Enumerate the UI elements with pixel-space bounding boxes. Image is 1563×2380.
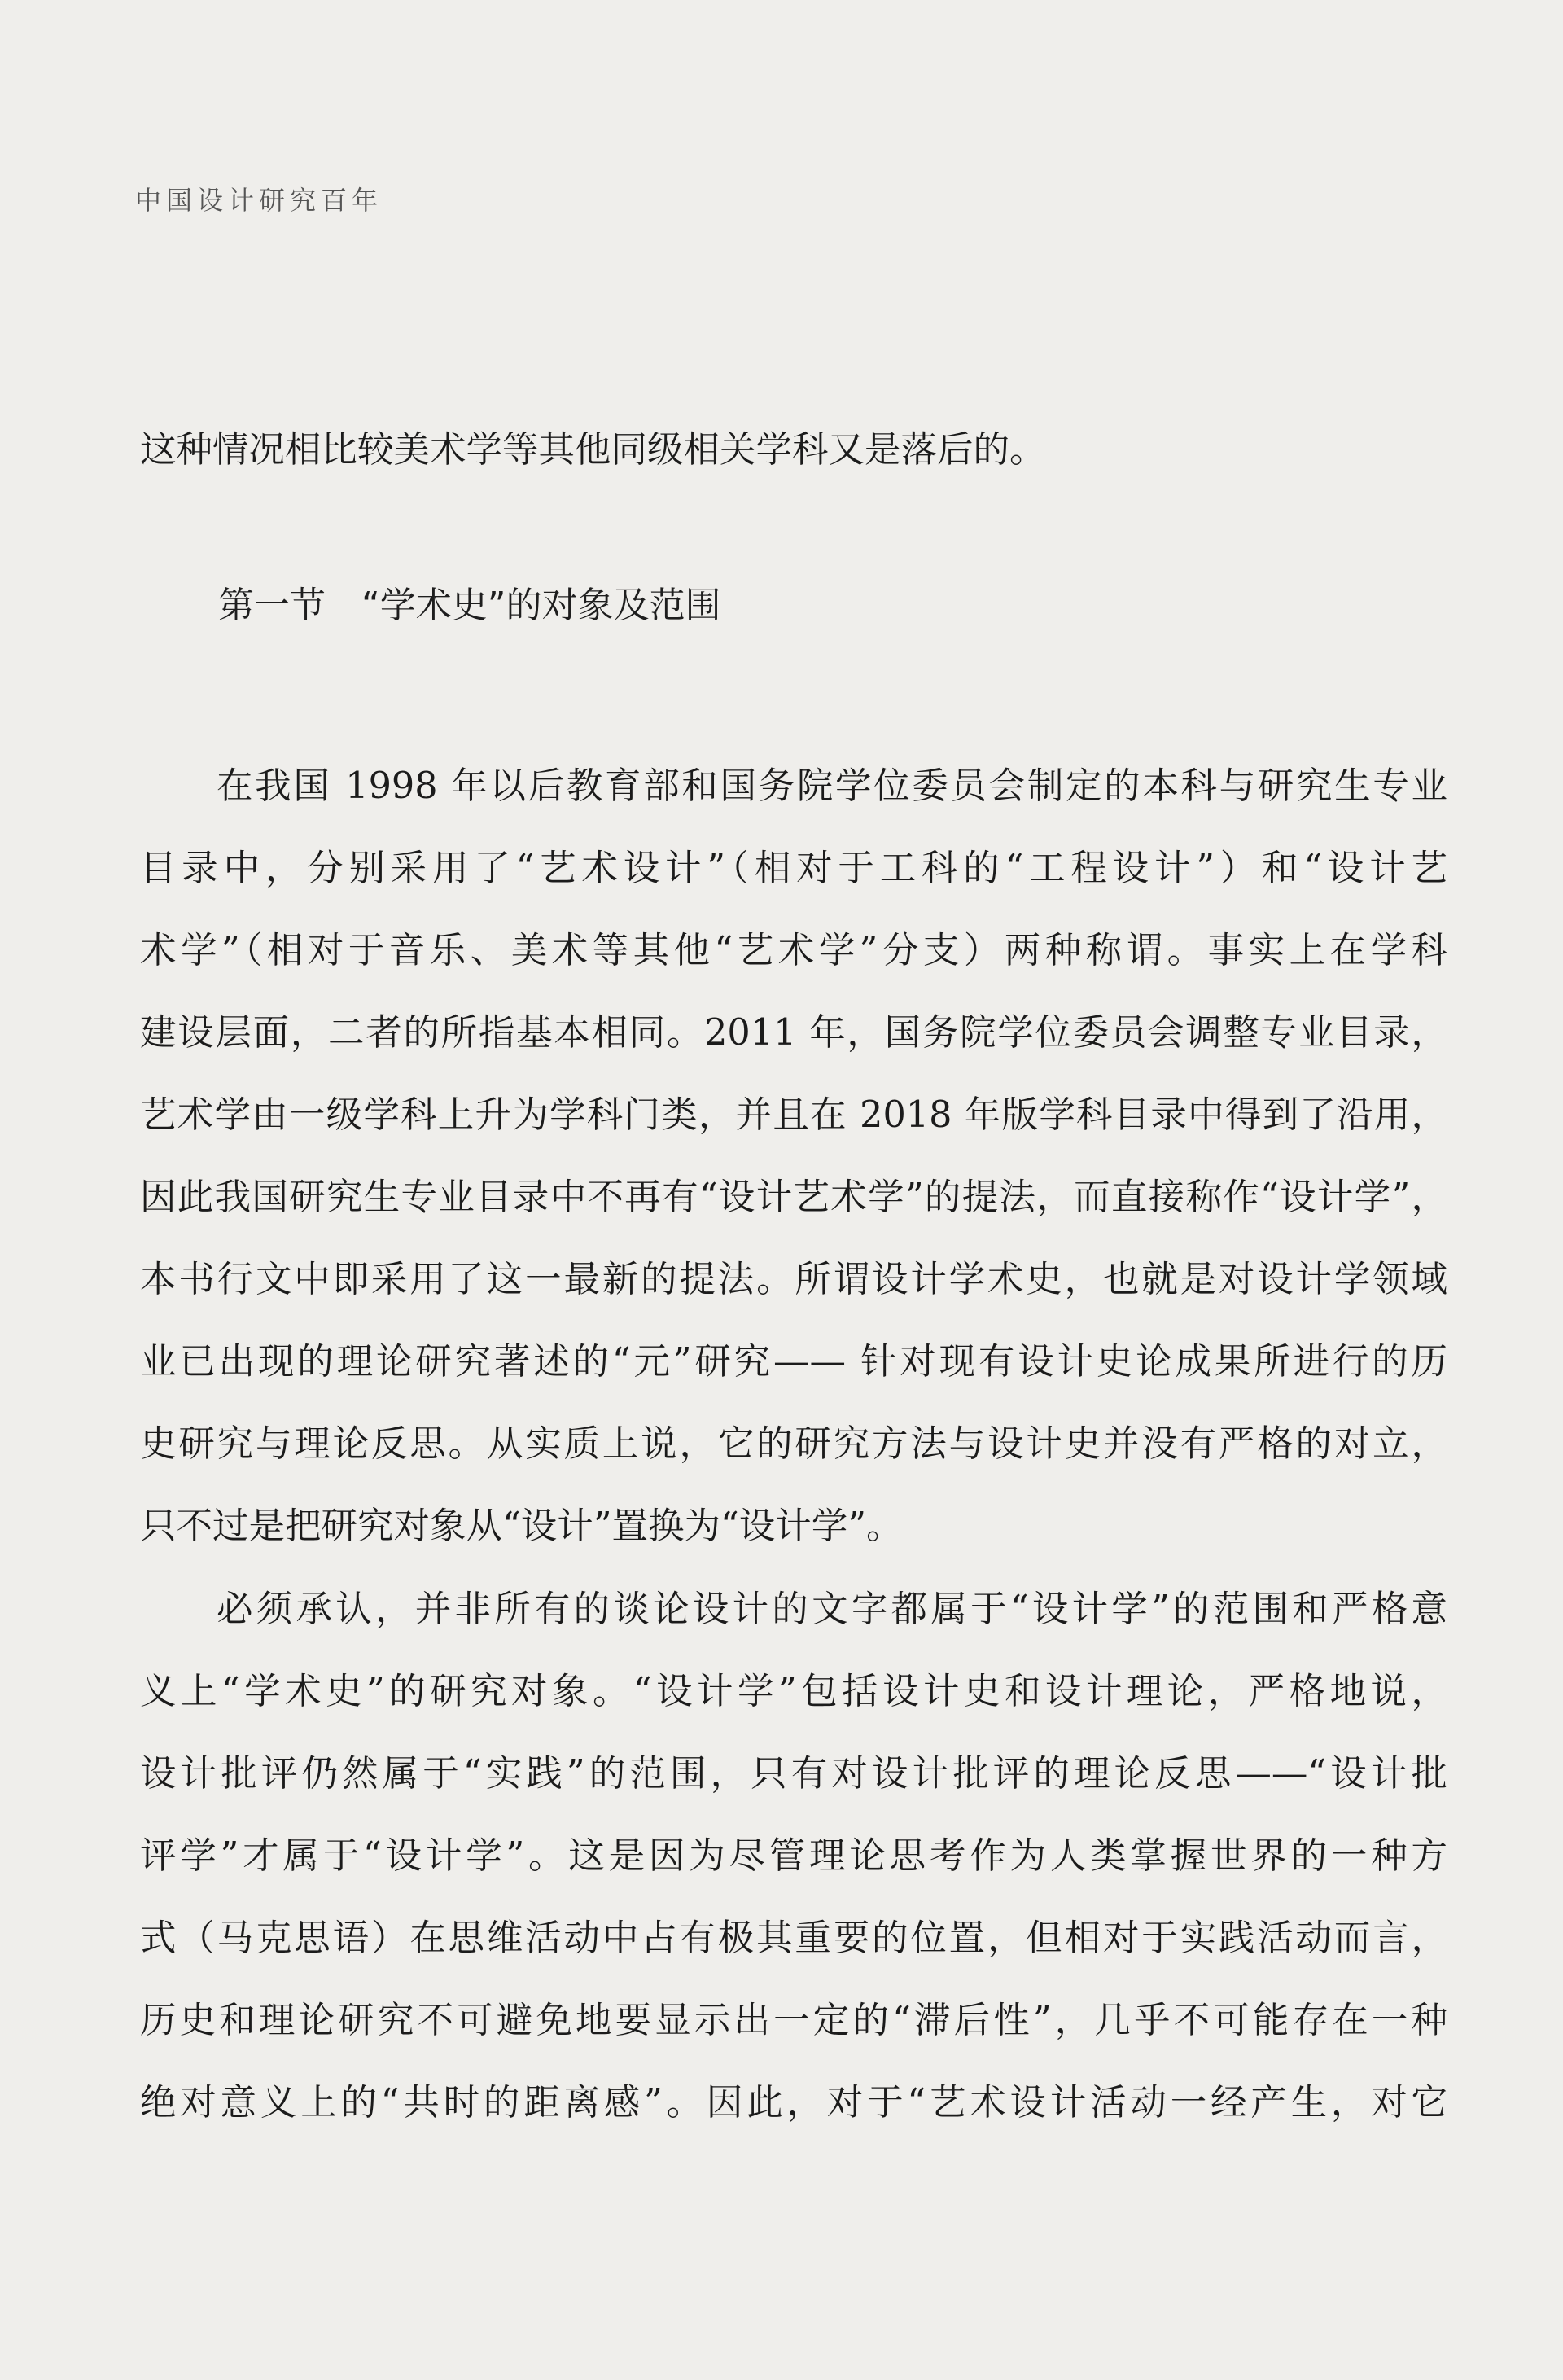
- paragraph-line: 业已出现的理论研究著述的“元”研究—— 针对现有设计史论成果所进行的历: [140, 1341, 1447, 1383]
- paragraph-line: 义上“学术史”的研究对象。“设计学”包括设计史和设计理论，严格地说，: [140, 1671, 1447, 1712]
- paragraph-line: 目录中，分别采用了“艺术设计”（相对于工科的“工程设计”）和“设计艺: [140, 848, 1447, 889]
- section-heading: [218, 580, 721, 632]
- paragraph-line: 历史和理论研究不可避免地要显示出一定的“滞后性”，几乎不可能存在一种: [140, 2000, 1447, 2041]
- section-number: 第一节: [218, 585, 326, 626]
- paragraph-line: 设计批评仍然属于“实践”的范围，只有对设计批评的理论反思——“设计批: [140, 1753, 1447, 1795]
- paragraph-line: 只不过是把研究对象从“设计”置换为“设计学”。: [140, 1506, 903, 1547]
- paragraph-line: 评学”才属于“设计学”。这是因为尽管理论思考作为人类掌握世界的一种方: [140, 1835, 1447, 1877]
- continued-paragraph: 这种情况相比较美术学等其他同级相关学科又是落后的。: [140, 429, 1046, 471]
- paragraph-2: [140, 1568, 1447, 2144]
- paragraph-line: 史研究与理论反思。从实质上说，它的研究方法与设计史并没有严格的对立，: [140, 1423, 1447, 1465]
- paragraph-line: 必须承认，并非所有的谈论设计的文字都属于“设计学”的范围和严格意: [217, 1589, 1447, 1630]
- paragraph-line: 术学”（相对于音乐、美术等其他“艺术学”分支）两种称谓。事实上在学科: [140, 930, 1447, 971]
- paragraph-line: 艺术学由一级学科上升为学科门类，并且在 2018 年版学科目录中得到了沿用，: [140, 1094, 1447, 1136]
- paragraph-line: 因此我国研究生专业目录中不再有“设计艺术学”的提法，而直接称作“设计学”，: [140, 1177, 1447, 1218]
- paragraph-1: [140, 745, 1447, 1567]
- section-title: “学术史”的对象及范围: [361, 585, 721, 626]
- running-header: 中国设计研究百年: [135, 185, 383, 216]
- paragraph-line: 建设层面，二者的所指基本相同。2011 年，国务院学位委员会调整专业目录，: [140, 1012, 1447, 1054]
- paragraph-line: 绝对意义上的“共时的距离感”。因此，对于“艺术设计活动一经产生，对它: [140, 2082, 1447, 2124]
- paragraph-line: 在我国 1998 年以后教育部和国务院学位委员会制定的本科与研究生专业: [217, 765, 1447, 807]
- paragraph-line: 本书行文中即采用了这一最新的提法。所谓设计学术史，也就是对设计学领域: [140, 1259, 1447, 1300]
- paragraph-line: 式（马克思语）在思维活动中占有极其重要的位置，但相对于实践活动而言，: [140, 1918, 1447, 1959]
